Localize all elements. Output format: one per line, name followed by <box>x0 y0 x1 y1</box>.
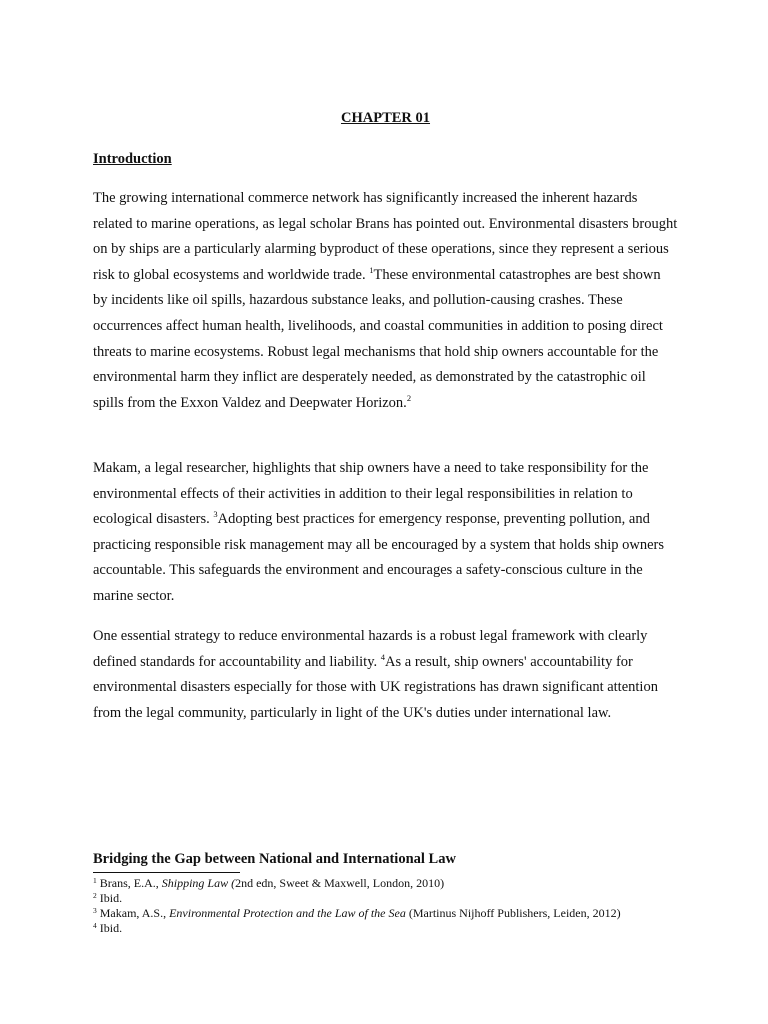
footnotes-area <box>93 876 713 936</box>
paragraph-2-text-a: Makam, a legal researcher, highlights that ship owners have a need to take responsibility for the environmental effects of their activities in addition to their legal responsibilities in relation to ecological disasters. <box>93 460 649 528</box>
footnote-text: Brans, E.A., <box>99 876 162 890</box>
footnote-number: 4 <box>93 921 97 930</box>
paragraph-1-text-b: These environmental catastrophes are best shown by incidents like oil spills, hazardous substance leaks, and pollution-causing crashes. These occurrences affect human health, livelihoods, and coastal communities in addition to posing direct threats to marine ecosystems. Robust legal mechanisms that hold ship owners accountable for the environmental harm they inflict are desperately needed, as demonstrated by the catastrophic oil spills from the Exxon Valdez and Deepwater Horizon. <box>93 266 663 411</box>
footnote-separator <box>93 872 240 873</box>
paragraph-2 <box>93 456 678 610</box>
footnote-ref-3[interactable]: 3 <box>213 509 218 520</box>
paragraph-2-text-b: Adopting best practices for emergency response, preventing pollution, and practicing responsible risk management may all be encouraged by a system that holds ship owners accountable. This safeguards the environment and encourages a safety-conscious culture in the marine sector. <box>93 511 664 604</box>
paragraph-1 <box>93 186 678 416</box>
footnote-number: 2 <box>93 891 97 900</box>
footnote-title: Environmental Protection and the Law of the Sea <box>169 906 406 920</box>
footnote-text: Makam, A.S., <box>99 906 170 920</box>
section-heading-introduction: Introduction <box>93 151 172 167</box>
footnote-ref-4[interactable]: 4 <box>380 651 386 662</box>
footnote-3 <box>93 906 713 921</box>
footnote-1 <box>93 876 713 891</box>
footnote-number: 1 <box>93 876 97 885</box>
footnote-title: Shipping Law ( <box>161 876 236 890</box>
paragraph-3-text-a: One essential strategy to reduce environmental hazards is a robust legal framework with clearly defined standards for accountability and liability. <box>93 628 648 670</box>
paragraph-1-text-a: The growing international commerce network has significantly increased the inherent hazards related to marine operations, as legal scholar Brans has pointed out. Environmental disasters brought on by ships are a particularly alarming byproduct of these operations, since they represent a serious risk to global ecosystems and worldwide trade. <box>93 190 678 283</box>
chapter-title: CHAPTER 01 <box>340 110 431 126</box>
footnote-text: Ibid. <box>99 921 123 935</box>
footnote-4 <box>93 921 713 936</box>
footnote-ref-2[interactable]: 2 <box>406 392 412 403</box>
footnote-text: Ibid. <box>99 891 123 905</box>
footnote-2 <box>93 891 713 906</box>
paragraph-3-text-b: As a result, ship owners' accountability for environmental disasters especially for those with UK registrations has drawn significant attention from the legal community, particularly in light of the UK's duties under international law. <box>93 653 658 721</box>
footnote-number: 3 <box>93 906 97 915</box>
paragraph-3 <box>93 624 678 726</box>
section-heading-bridging-gap: Bridging the Gap between National and International Law <box>93 851 456 867</box>
footnote-ref-1[interactable]: 1 <box>369 264 374 275</box>
footnote-text: 2nd edn, Sweet & Maxwell, London, 2010) <box>235 876 445 890</box>
footnote-text: (Martinus Nijhoff Publishers, Leiden, 2012) <box>405 906 621 920</box>
